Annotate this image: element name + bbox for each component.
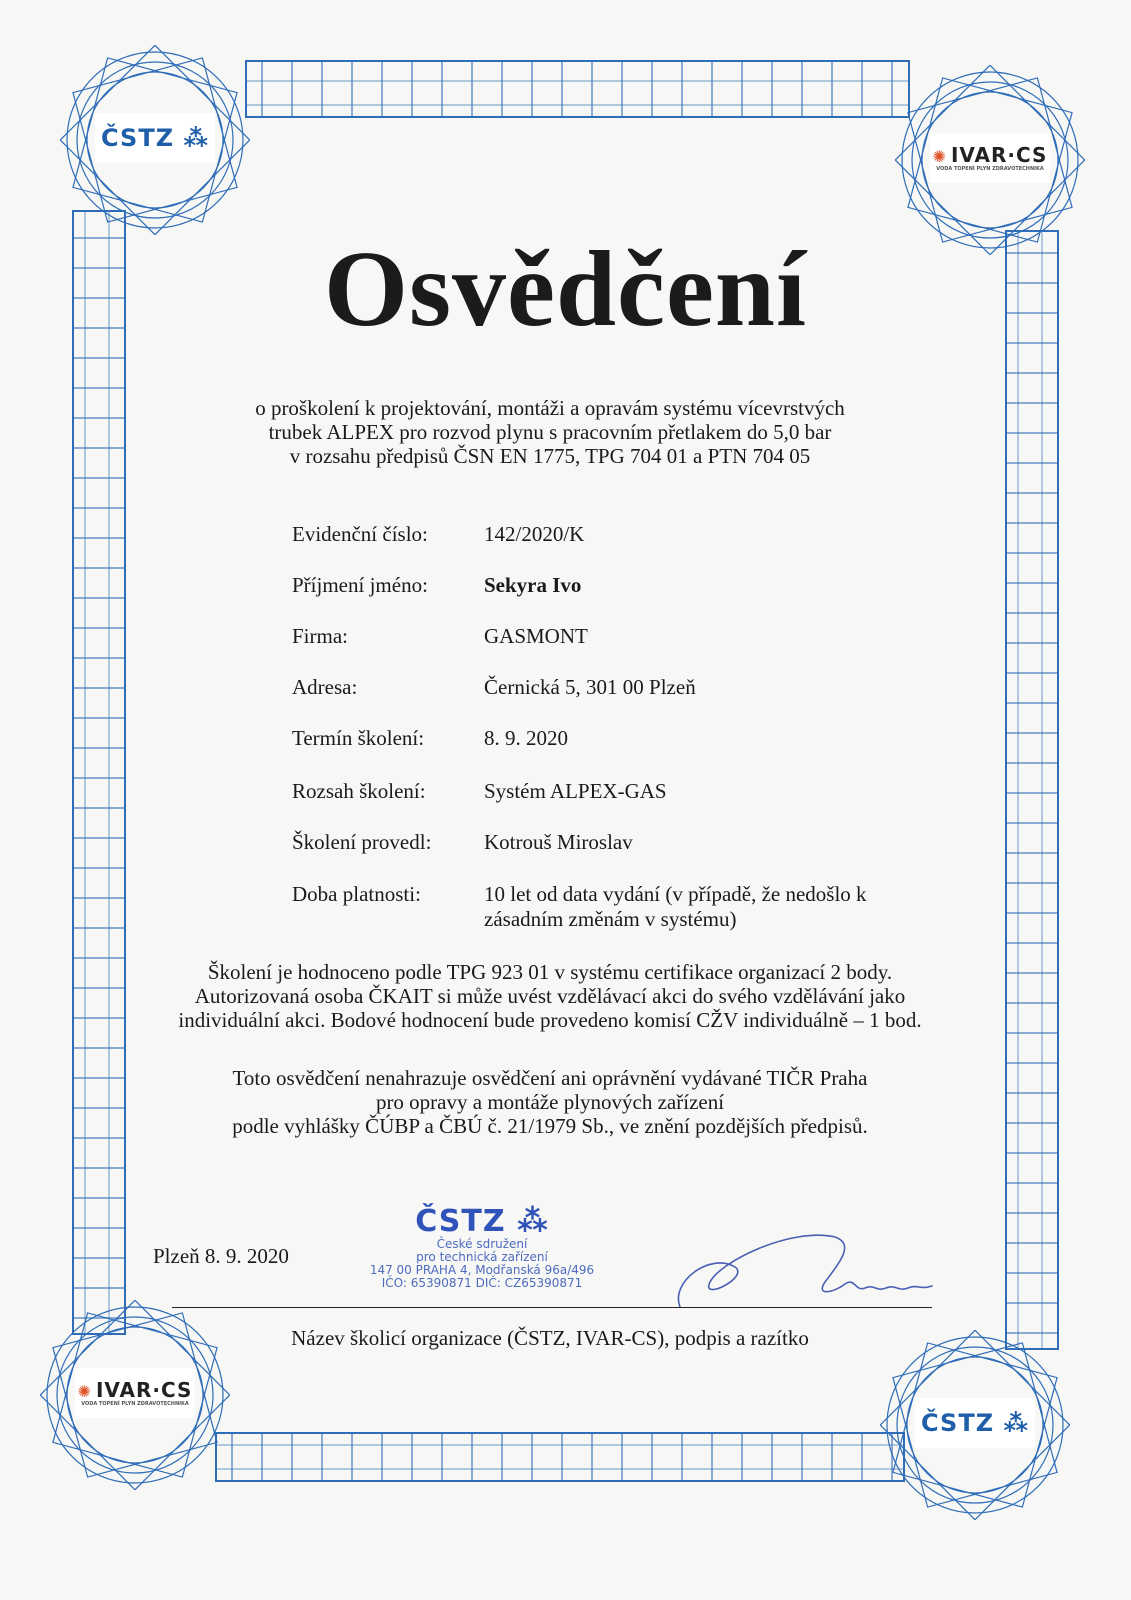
- ivar-tagline: VODA TOPENÍ PLYN ZDRAVOTECHNIKA: [81, 1400, 189, 1407]
- cstz-logo: ČSTZ ⁂: [915, 1398, 1035, 1448]
- sun-icon: ✺: [932, 146, 947, 166]
- field-label: Adresa:: [292, 675, 358, 699]
- field-value: 10 let od data vydání (v případě, že nedošlo k zásadním změnám v systému): [484, 882, 867, 931]
- ivar-logo: ✺ IVAR·CS VODA TOPENÍ PLYN ZDRAVOTECHNIKA: [930, 133, 1050, 183]
- document-subtitle: o proškolení k projektování, montáži a opravám systému vícevrstvých trubek ALPEX pro rozvod plynu s pracovním přetlakem do 5,0 bar v rozsahu předpisů ČSN EN 1775, TPG 704 01 a PTN 704 05: [255, 396, 845, 468]
- ivar-logo: ✺ IVAR·CS VODA TOPENÍ PLYN ZDRAVOTECHNIKA: [75, 1368, 195, 1418]
- field-label: Příjmení jméno:: [292, 573, 428, 597]
- field-value: Sekyra Ivo: [484, 573, 582, 597]
- border-left-ornament: [72, 210, 126, 1335]
- cstz-logo: ČSTZ ⁂: [95, 113, 215, 163]
- field-label: Firma:: [292, 624, 348, 648]
- field-value: 142/2020/K: [484, 522, 585, 546]
- border-right-ornament: [1005, 230, 1059, 1350]
- field-label: Termín školení:: [292, 726, 425, 750]
- field-value: 8. 9. 2020: [484, 726, 568, 750]
- ivar-tagline: VODA TOPENÍ PLYN ZDRAVOTECHNIKA: [936, 165, 1044, 172]
- corner-emblem-cstz-top-left: [60, 45, 250, 235]
- field-value: Systém ALPEX-GAS: [484, 779, 667, 803]
- field-value: Kotrouš Miroslav: [484, 830, 633, 854]
- field-value: Černická 5, 301 00 Plzeň: [484, 675, 696, 699]
- field-value: GASMONT: [484, 624, 588, 648]
- document-title: Osvědčení: [324, 230, 807, 349]
- border-top-ornament: [245, 60, 910, 118]
- field-label: Doba platnosti:: [292, 882, 421, 906]
- field-label: Rozsah školení:: [292, 779, 426, 803]
- sun-icon: ✺: [77, 1381, 92, 1401]
- corner-emblem-ivar-top-right: [895, 65, 1085, 255]
- signature-caption: Název školicí organizace (ČSTZ, IVAR-CS), podpis a razítko: [291, 1326, 809, 1350]
- field-label: Evidenční číslo:: [292, 522, 428, 546]
- disclaimer-paragraph: Toto osvědčení nenahrazuje osvědčení ani oprávnění vydávané TIČR Praha pro opravy a montáže plynových zařízení podle vyhlášky ČÚBP a ČBÚ č. 21/1979 Sb., ve znění pozdějších předpisů.: [232, 1066, 868, 1138]
- place-and-date: Plzeň 8. 9. 2020: [153, 1244, 289, 1268]
- field-label: Školení provedl:: [292, 830, 432, 854]
- border-bottom-ornament: [215, 1432, 905, 1482]
- stamp-logo: ČSTZ ⁂: [415, 1204, 549, 1239]
- organization-stamp: ČSTZ ⁂ České sdružení pro technická zařízení 147 00 PRAHA 4, Modřanská 96a/496 IČO: 65390871 DIČ: CZ65390871: [362, 1206, 602, 1302]
- evaluation-paragraph: Školení je hodnoceno podle TPG 923 01 v systému certifikace organizací 2 body. Autorizovaná osoba ČKAIT si může uvést vzdělávací akci do svého vzdělávání jako individuální akci. Bodové hodnocení bude provedeno komisí CŽV individuálně – 1 bod.: [178, 960, 922, 1032]
- corner-emblem-cstz-bottom-right: [880, 1330, 1070, 1520]
- signature-line: [172, 1307, 932, 1308]
